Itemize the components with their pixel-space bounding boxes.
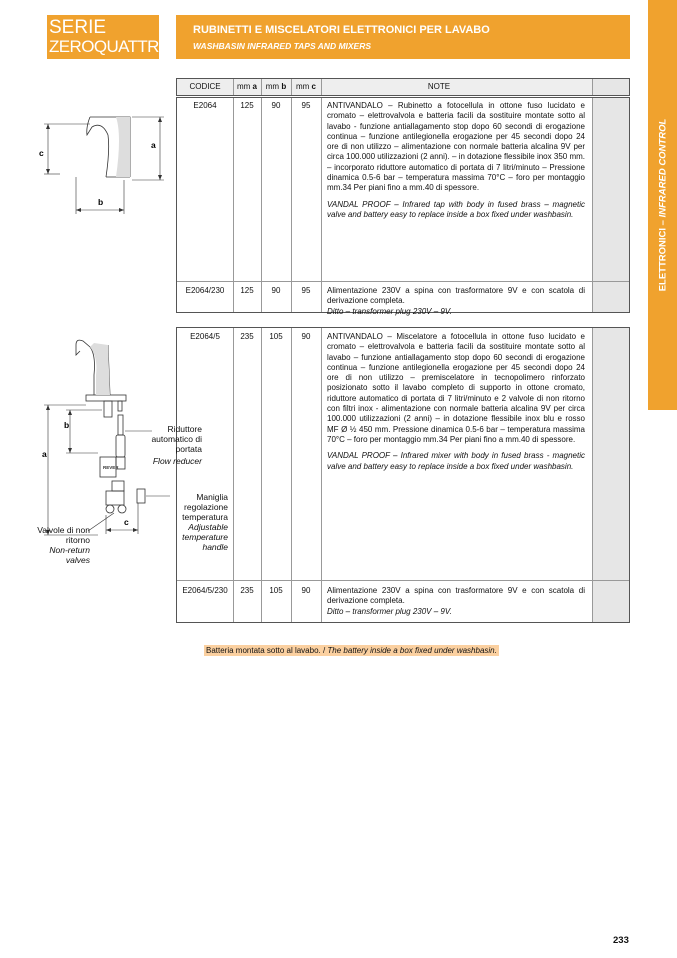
dim-c-value: 90: [301, 332, 311, 341]
product-table-1: [176, 97, 630, 316]
header-mm-c: mm c: [295, 82, 316, 91]
dim-c-value: 95: [301, 286, 311, 295]
flow-reducer-it: Riduttore automatico di portata: [151, 424, 202, 454]
non-return-valves-it: Valvole di non ritorno: [37, 525, 90, 545]
tap-drawing: [30, 105, 170, 220]
dim-b-label: b: [64, 420, 70, 430]
header-code: CODICE: [189, 82, 221, 91]
dim-b-value: 90: [271, 101, 281, 110]
dim-a-value: 235: [240, 586, 254, 595]
footnote: [204, 645, 499, 656]
header-mm-a: mm a: [236, 82, 257, 91]
footnote-en: The battery inside a box fixed under washbasin.: [327, 646, 497, 655]
note-it: ANTIVANDALO – Miscelatore a fotocellula in ottone fuso lucidato e cromato – elettrovalvola e batteria facili da sostituire montate sotto al lavabo – funzione antiallagamento stop dopo 60 secondi di erogazione continua – funzione antilegionella erogazione per 45 secondi dopo 24 ore di non utilizzo – premiscelatore in tecnopolimero rinforzato posizionato sotto il lavabo completo di supporto in ottone cromato, riduttore automatico di portata di 7 litri/minuto e 2 valvole di non ritorno con filtri inox - alimentazione con normale batteria alcalina 9V per circa 100.000 utilizzazioni (2 anni) – in dotazione flessibile inox blu e rosso MF Ø ½ 450 mm. Pressione dinamica 0.5-6 bar – temperatura massima 70°C – foro per montaggio mm.34 Per piani fino a mm.40 di spessore.: [327, 332, 585, 444]
header-mm-b: mm b: [265, 82, 287, 91]
temperature-handle-label: [168, 492, 228, 552]
non-return-valves-en: Non-return valves: [49, 545, 90, 565]
side-label-en: INFRARED CONTROL: [657, 118, 668, 218]
dim-a-value: 125: [240, 286, 254, 295]
dim-a-label: a: [151, 140, 156, 150]
product-notes: [327, 586, 585, 617]
note-it: ANTIVANDALO – Rubinetto a fotocellula in ottone fuso lucidato e cromato – elettrovalvola e batteria facili da sostituire montate sotto al lavabo - funzione antiallagamento stop dopo 60 secondi di erogazione continua – funzione antilegionella erogazione per 45 secondi dopo 24 ore di non utilizzo – alimentazione con normale batteria alcalina 9V per circa 100.000 utilizzazioni (2 anni). – in dotazione flessibile inox 350 mm. – incorporato riduttore automatico di portata di 7 litri/minuto – Pressione dinamica 0.5-6 bar – temperatura massima 70°C – foro per montaggio mm.34 Per piani fino a mm.40 di spessore.: [327, 101, 585, 193]
note-en: VANDAL PROOF – Infrared tap with body in fused brass – magnetic valve and battery easy to replace inside a box fixed under washbasin.: [327, 199, 585, 219]
product-code: E2064/5: [190, 332, 220, 341]
note-it: Alimentazione 230V a spina con trasformatore 9V e con scatola di derivazione completa.: [327, 586, 585, 606]
temperature-handle-it: Maniglia regolazione temperatura: [182, 492, 228, 522]
dim-b-value: 90: [271, 286, 281, 295]
page-title: RUBINETTI E MISCELATORI ELETTRONICI PER LAVABO: [193, 24, 490, 36]
note-it: Alimentazione 230V a spina con trasformatore 9V e con scatola di derivazione completa.: [327, 286, 585, 306]
series-name: ZEROQUATTRO: [49, 37, 172, 56]
note-en: Ditto – transformer plug 230V – 9V.: [327, 606, 452, 616]
temperature-handle-en: Adjustable temperature handle: [182, 522, 228, 552]
non-return-valves-label: [36, 525, 90, 565]
flow-reducer-en: Flow reducer: [152, 456, 202, 466]
note-en: VANDAL PROOF – Infrared mixer with body in fused brass - magnetic valve and battery easy to replace inside a box fixed under washbasin.: [327, 451, 585, 471]
note-en: Ditto – transformer plug 230V – 9V.: [327, 306, 452, 316]
product-notes: [327, 332, 585, 472]
dim-b-value: 105: [269, 332, 283, 341]
dim-a-value: 125: [240, 101, 254, 110]
product-code: E2064/230: [185, 286, 225, 295]
dim-c-label: c: [39, 148, 44, 158]
dim-b-label: b: [98, 197, 104, 207]
flow-reducer-label: [142, 424, 202, 466]
side-label-it: ELETTRONICI –: [657, 217, 668, 292]
section-side-label: [657, 119, 668, 292]
page-subtitle: WASHBASIN INFRARED TAPS AND MIXERS: [193, 41, 372, 51]
dim-b-value: 105: [269, 586, 283, 595]
footnote-it: Batteria montata sotto al lavabo. /: [206, 646, 328, 655]
product-code: E2064: [193, 101, 217, 110]
page-title-banner: [176, 15, 630, 59]
table-header: [176, 78, 630, 96]
dim-a-label: a: [42, 449, 47, 459]
dim-a-value: 235: [240, 332, 254, 341]
dim-c-value: 90: [301, 586, 311, 595]
section-side-tab: [648, 0, 677, 410]
dim-c-value: 95: [301, 101, 311, 110]
product-notes: [327, 286, 585, 317]
page-number: 233: [613, 935, 629, 946]
product-code: E2064/5/230: [182, 586, 228, 595]
dim-c-label: c: [124, 517, 129, 527]
series-label: SERIE: [49, 17, 107, 38]
product-notes: [327, 101, 585, 220]
series-badge: [47, 15, 172, 59]
product-table-2: [176, 327, 630, 623]
header-notes: NOTE: [427, 82, 451, 91]
brand-mark: REVER: [103, 465, 119, 470]
